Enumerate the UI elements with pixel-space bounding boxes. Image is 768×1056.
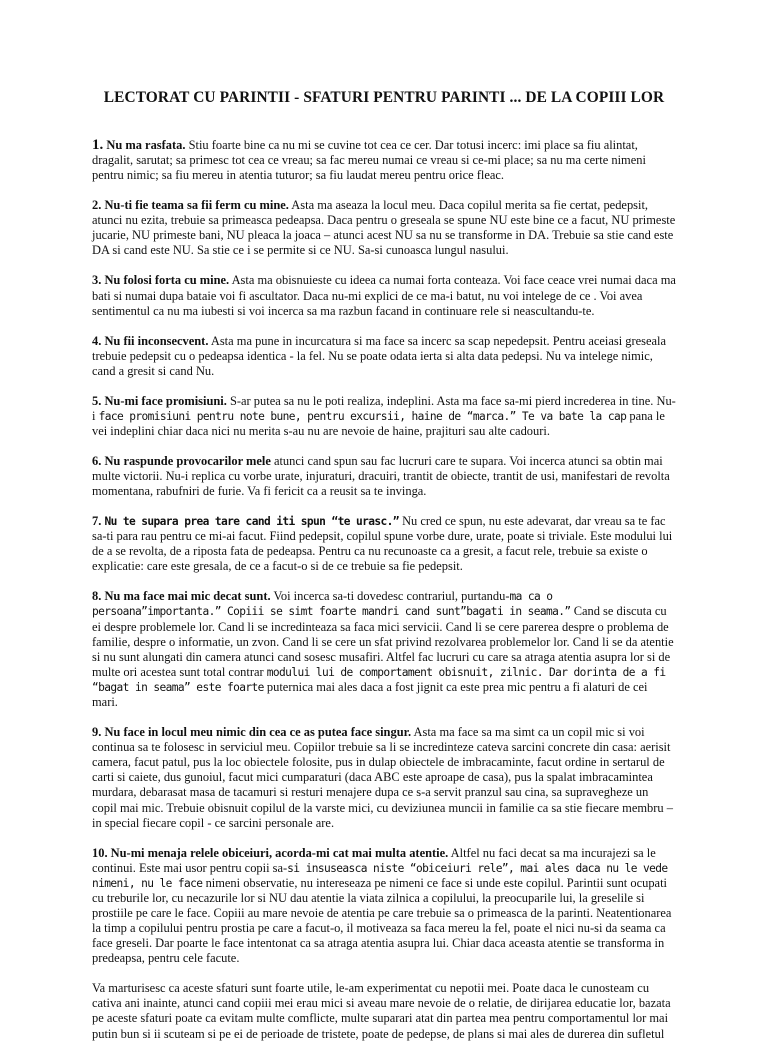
advice-8 (92, 589, 676, 710)
advice-text: Asta ma aseaza la locul meu. Daca copilul merita sa fie certat, pedepsit, atunci nu ezita, trebuie sa primeasca pedeapsa. Daca pentru o greseala se spune NU este bine ce a facut, NU primeste jucarie, NU primeste bani, NU pleaca la joaca – atunci acest NU sa nu se transforme in DA. Trebuie sa stie cand este DA si cand este NU. Sa stie ce i se permite si ce NU. Sa-si cunoasca lungul nasului. (92, 198, 676, 258)
advice-9 (92, 725, 676, 831)
advice-number: 4. (92, 333, 102, 348)
advice-heading: Nu raspunde provocarilor mele (104, 453, 271, 468)
advice-number: 7. (92, 514, 102, 529)
advice-text: Asta ma obisnuieste cu ideea ca numai forta conteaza. Voi face ceace vrei numai daca ma bati si numai dupa bataie voi fi ascultator. Daca nu-mi explici de ce ma-i batut, nu voi intelege de ce . Voi avea sentimentul ca nu ma iubesti si voi incerca sa ma razbun facand in continuare rele si neascultandu-te. (92, 273, 676, 318)
advice-number: 1. (92, 137, 104, 153)
advice-number: 6. (92, 453, 102, 468)
advice-6 (92, 454, 676, 499)
advice-text: puternica mai ales daca a fost jignit ca este prea mic pentru a fi alaturi de cei mari. (92, 679, 648, 710)
advice-text: Cand se discuta cu ei despre problemele lor. Cand li se incredinteaza sa faca mici servicii. Cand li se cere parerea despre o problema de familie, despre o informatie, un zvon. Cand li se cere un sfat privind rezolvarea problemelor lor. Cand li se da atentie si nu sunt alungati din camera atunci cand sosesc musafiri. Altfel fac lucruri cu care sa atraga atentia asupra lor si de multe ori acestea sunt total contrar (92, 604, 674, 679)
advice-text: Stiu foarte bine ca nu mi se cuvine tot cea ce cer. Dar totusi incerc: imi place sa fiu alintat, dragalit, sarutat; sa primesc tot cea ce vreau; sa fac mereu numai ce vreau si ce-mi place; sa nu ma certe nimeni pentru nimic; sa fiu mereu in atentia tuturor; sa fiu laudat mereu pentru orice fleac. (92, 138, 646, 183)
advice-text-alt-font: face promisiuni pentru note bune, pentru excursii, haine de “marca.” Te va bate la cap (98, 409, 627, 423)
advice-4 (92, 334, 676, 379)
advice-text: Voi incerca sa-ti dovedesc contrariul, purtandu- (270, 589, 510, 604)
advice-text-alt-font: ma ca o persoana”importanta.” Copiii se simt foarte mandri cand sunt”bagati in seama.” (92, 590, 571, 619)
advice-1 (92, 138, 676, 183)
advice-heading: Nu fii inconsecvent. (104, 333, 209, 348)
advice-5 (92, 394, 676, 439)
advice-text: Nu cred ce spun, nu este adevarat, dar vreau sa te fac sa-ti para rau pentru ce mi-ai facut. Fiind pedepsit, copilul spune vorbe dure, urate, poate si triviale. Este modului lui de a se revolta, de a riposta fata de pedeapsa. Pentru ca nu recunoaste ca a gresit, a facut rele, trebuie sa existe o explicatie: care este gresala, de ce a facut-o si de ce trebuie sa fie pedepsit. (92, 514, 673, 574)
document-title: LECTORAT CU PARINTII - SFATURI PENTRU PARINTI ... DE LA COPIII LOR (103, 89, 665, 106)
advice-number: 2. (92, 198, 102, 213)
advice-heading: Nu-mi face promisiuni. (104, 393, 227, 408)
advice-text: nimeni observatie, nu intereseaza pe nimeni ce face si unde este copilul. Parintii sunt ocupati cu treburile lor, cu necazurile lor si NU dau atentie la viata zilnica a copilului, la preocuparile lui, la greselile si prostiile pe care le face. Copiii au mare nevoie de atentia pe care trebuie sa o primeasca de la parinti. Neatentionarea la timp a copilului pentru prostia pe care a facut-o, il motiveaza sa faca mereu la fel, poate el nici nu-si da seama ca face greseli. Dar poarte le face intentonat ca sa atraga atentia asupra lui. Chiar daca aceasta atentie se transforma in predeapsa, pentru cele facute. (92, 875, 672, 966)
advice-heading: Nu face in locul meu nimic din cea ce as putea face singur. (104, 725, 412, 740)
advice-text: atunci cand spun sau fac lucruri care te supara. Voi incerca atunci sa obtin mai multe victorii. Nu-i replica cu vorbe urate, injuraturi, dracuiri, trantit de obiecte, trantit de usi, manifestari de revolta momentana, rabufniri de furie. Va fi fericit ca a reusit sa te invinga. (92, 453, 670, 499)
advice-number: 8. (92, 589, 102, 604)
advice-number: 3. (92, 273, 102, 288)
advice-text-alt-font: si insuseasca niste “obiceiuri rele”, mai ales daca nu le vede nimeni, nu le face (92, 861, 668, 890)
document-body (92, 138, 676, 1056)
advice-heading: Nu ma rasfata. (106, 138, 186, 152)
advice-text-alt-font: modului lui de comportament obisnuit, zilnic. Dar dorinta de a fi “bagat in seama” este foarte (92, 665, 666, 694)
advice-heading: Nu te supara prea tare cand iti spun “te urasc.” (104, 515, 399, 529)
advice-text: S-ar putea sa nu le poti realiza, indeplini. Asta ma face sa-mi pierd increderea in tine. Nu-i (92, 393, 676, 423)
advice-heading: Nu folosi forta cu mine. (104, 273, 230, 288)
advice-number: 5. (92, 393, 102, 408)
advice-7 (92, 514, 676, 574)
advice-text: Asta ma face sa ma simt ca un copil mic si voi continua sa te folosesc in serviciul meu. Copiilor trebuie sa li se incredinteze cateva sarcini concrete din casa: aerisit camera, facut patul, pus la loc obiectele folosite, pus in dulap obiectele de imbracaminte, facut ordine in sertarul de carti si caiete, dus gunoiul, facut mici cumparaturi (daca ABC este aproape de casa), pus la spalat imbracamintea murdara, debarasat masa de tacamuri si resturi menajere dupa ce s-a servit pranzul sau cina, sa supravegheze un copil mai mic. Trebuie obisnuit copilul de la varste mici, cu deviziunea muncii in familie ca sa stie fiecare membru – in special fiecare copil - ce sarcini personale are. (92, 725, 673, 830)
advice-number: 9. (92, 725, 102, 740)
closing-paragraph: Va marturisesc ca aceste sfaturi sunt foarte utile, le-am experimentat cu nepotii mei. Poate daca le cunosteam cu cativa ani inainte, atunci cand copiii mei erau mici si aveau mare nevoie de o relatie, de dirijarea educatie lor, bazata pe aceste sfaturi poate ca evitam multe comflicte, multe suparari atat din partea mea pentru comportamentul lor mai putin bun si ii scuteam si pe ei de perioade de tristete, poate de pedepse, de plans si mai ales de durerea din sufletul (92, 981, 671, 1041)
advice-number: 10. (92, 845, 108, 860)
advice-text: Altfel nu faci decat sa ma incurajezi sa le continui. Este mai usor pentru copii sa- (92, 845, 656, 875)
advice-text: Asta ma pune in incurcatura si ma face sa incerc sa scap nepedepsit. Pentru aceiasi greseala trebuie pedepsit cu o pedeapsa identica - la fel. Nu se poate odata ierta si alta data pedepsi. Nu va intelege nimic, cand a gresit si cand Nu. (92, 333, 667, 378)
advice-3 (92, 273, 676, 318)
advice-text: pana le vei indeplini chiar daca nici nu merita s-au nu are nevoie de haine, prajituri sau alte cadouri. (92, 408, 665, 438)
advice-heading: Nu-ti fie teama sa fii ferm cu mine. (104, 198, 289, 213)
advice-10 (92, 846, 676, 967)
advice-2 (92, 198, 676, 258)
advice-heading: Nu ma face mai mic decat sunt. (104, 589, 271, 604)
advice-heading: Nu-mi menaja relele obiceiuri, acorda-mi cat mai multa atentie. (110, 845, 449, 860)
